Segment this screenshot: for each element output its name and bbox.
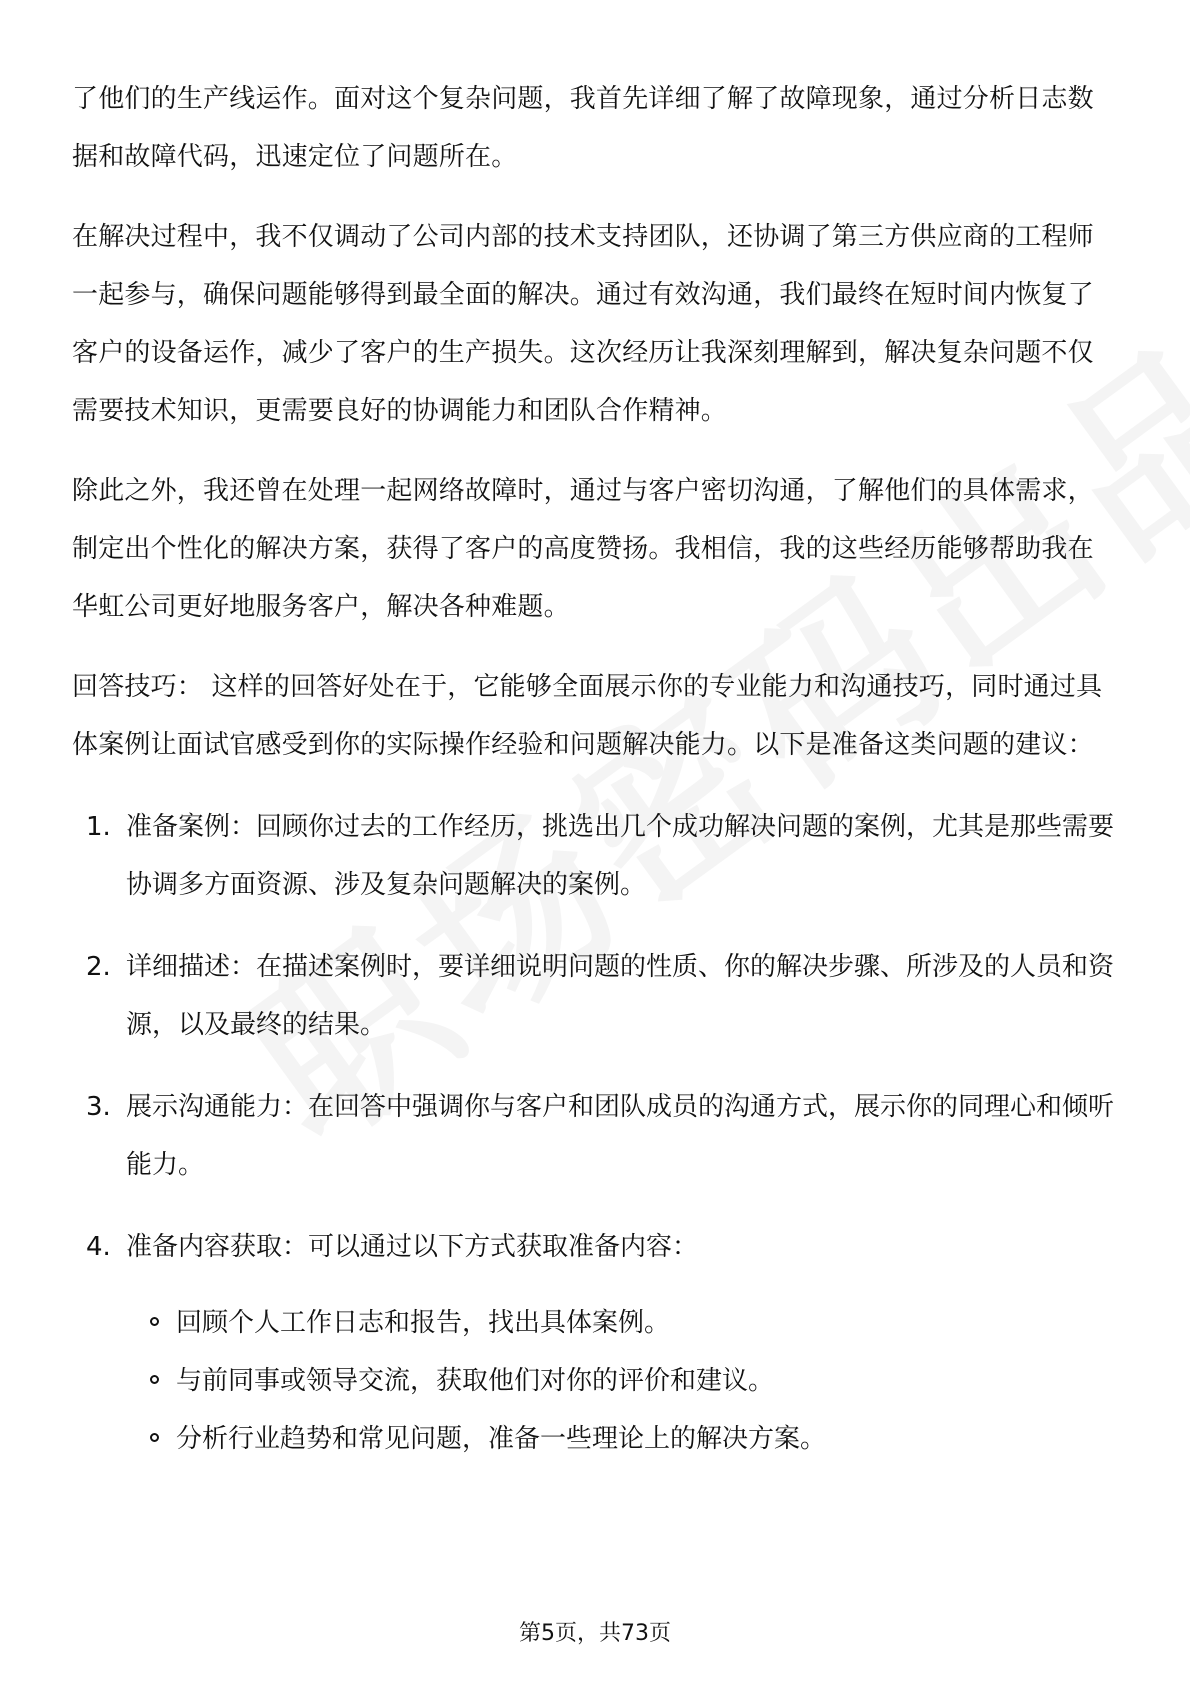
list-number: 1. (86, 812, 111, 842)
list-number: 3. (86, 1092, 111, 1122)
list-item (72, 1078, 1118, 1194)
sub-list-item (72, 1352, 1118, 1410)
paragraph-answer-tips: 回答技巧： 这样的回答好处在于，它能够全面展示你的专业能力和沟通技巧，同时通过具体案例让面试官感受到你的实际操作经验和问题解决能力。以下是准备这类问题的建议： (72, 672, 1103, 760)
list-item-text: 展示沟通能力：在回答中强调你与客户和团队成员的沟通方式，展示你的同理心和倾听能力。 (126, 1092, 1115, 1180)
document-body (72, 70, 1118, 1492)
paragraph-resolution-process: 在解决过程中，我不仅调动了公司内部的技术支持团队，还协调了第三方供应商的工程师一起参与，确保问题能够得到最全面的解决。通过有效沟通，我们最终在短时间内恢复了客户的设备运作，减少了客户的生产损失。这次经历让我深刻理解到，解决复杂问题不仅需要技术知识，更需要良好的协调能力和团队合作精神。 (72, 222, 1094, 426)
list-number: 2. (86, 952, 111, 982)
paragraph-network-fault: 除此之外，我还曾在处理一起网络故障时，通过与客户密切沟通，了解他们的具体需求，制定出个性化的解决方案，获得了客户的高度赞扬。我相信，我的这些经历能够帮助我在华虹公司更好地服务客户，解决各种难题。 (72, 476, 1094, 622)
circle-bullet-icon (150, 1433, 159, 1442)
sub-list-item (72, 1294, 1118, 1352)
circle-bullet-icon (150, 1317, 159, 1326)
list-number: 4. (86, 1232, 111, 1262)
list-item (72, 1218, 1118, 1468)
sub-list-item (72, 1410, 1118, 1468)
list-item (72, 938, 1118, 1054)
list-item-text: 准备内容获取：可以通过以下方式获取准备内容： (126, 1232, 699, 1262)
sub-list-item-text: 与前同事或领导交流，获取他们对你的评价和建议。 (176, 1366, 775, 1396)
sub-list-item-text: 分析行业趋势和常见问题，准备一些理论上的解决方案。 (176, 1424, 827, 1454)
list-item-text: 详细描述：在描述案例时，要详细说明问题的性质、你的解决步骤、所涉及的人员和资源，以及最终的结果。 (126, 952, 1115, 1040)
list-item (72, 798, 1118, 914)
list-item-text: 准备案例：回顾你过去的工作经历，挑选出几个成功解决问题的案例，尤其是那些需要协调多方面资源、涉及复杂问题解决的案例。 (126, 812, 1115, 900)
suggestion-list (72, 798, 1118, 1468)
circle-bullet-icon (150, 1375, 159, 1384)
sub-list (72, 1294, 1118, 1468)
sub-list-item-text: 回顾个人工作日志和报告，找出具体案例。 (176, 1308, 671, 1338)
paragraph-intro-continuation: 了他们的生产线运作。面对这个复杂问题，我首先详细了解了故障现象，通过分析日志数据和故障代码，迅速定位了问题所在。 (72, 84, 1094, 172)
page-footer: 第5页，共73页 (519, 1621, 671, 1646)
